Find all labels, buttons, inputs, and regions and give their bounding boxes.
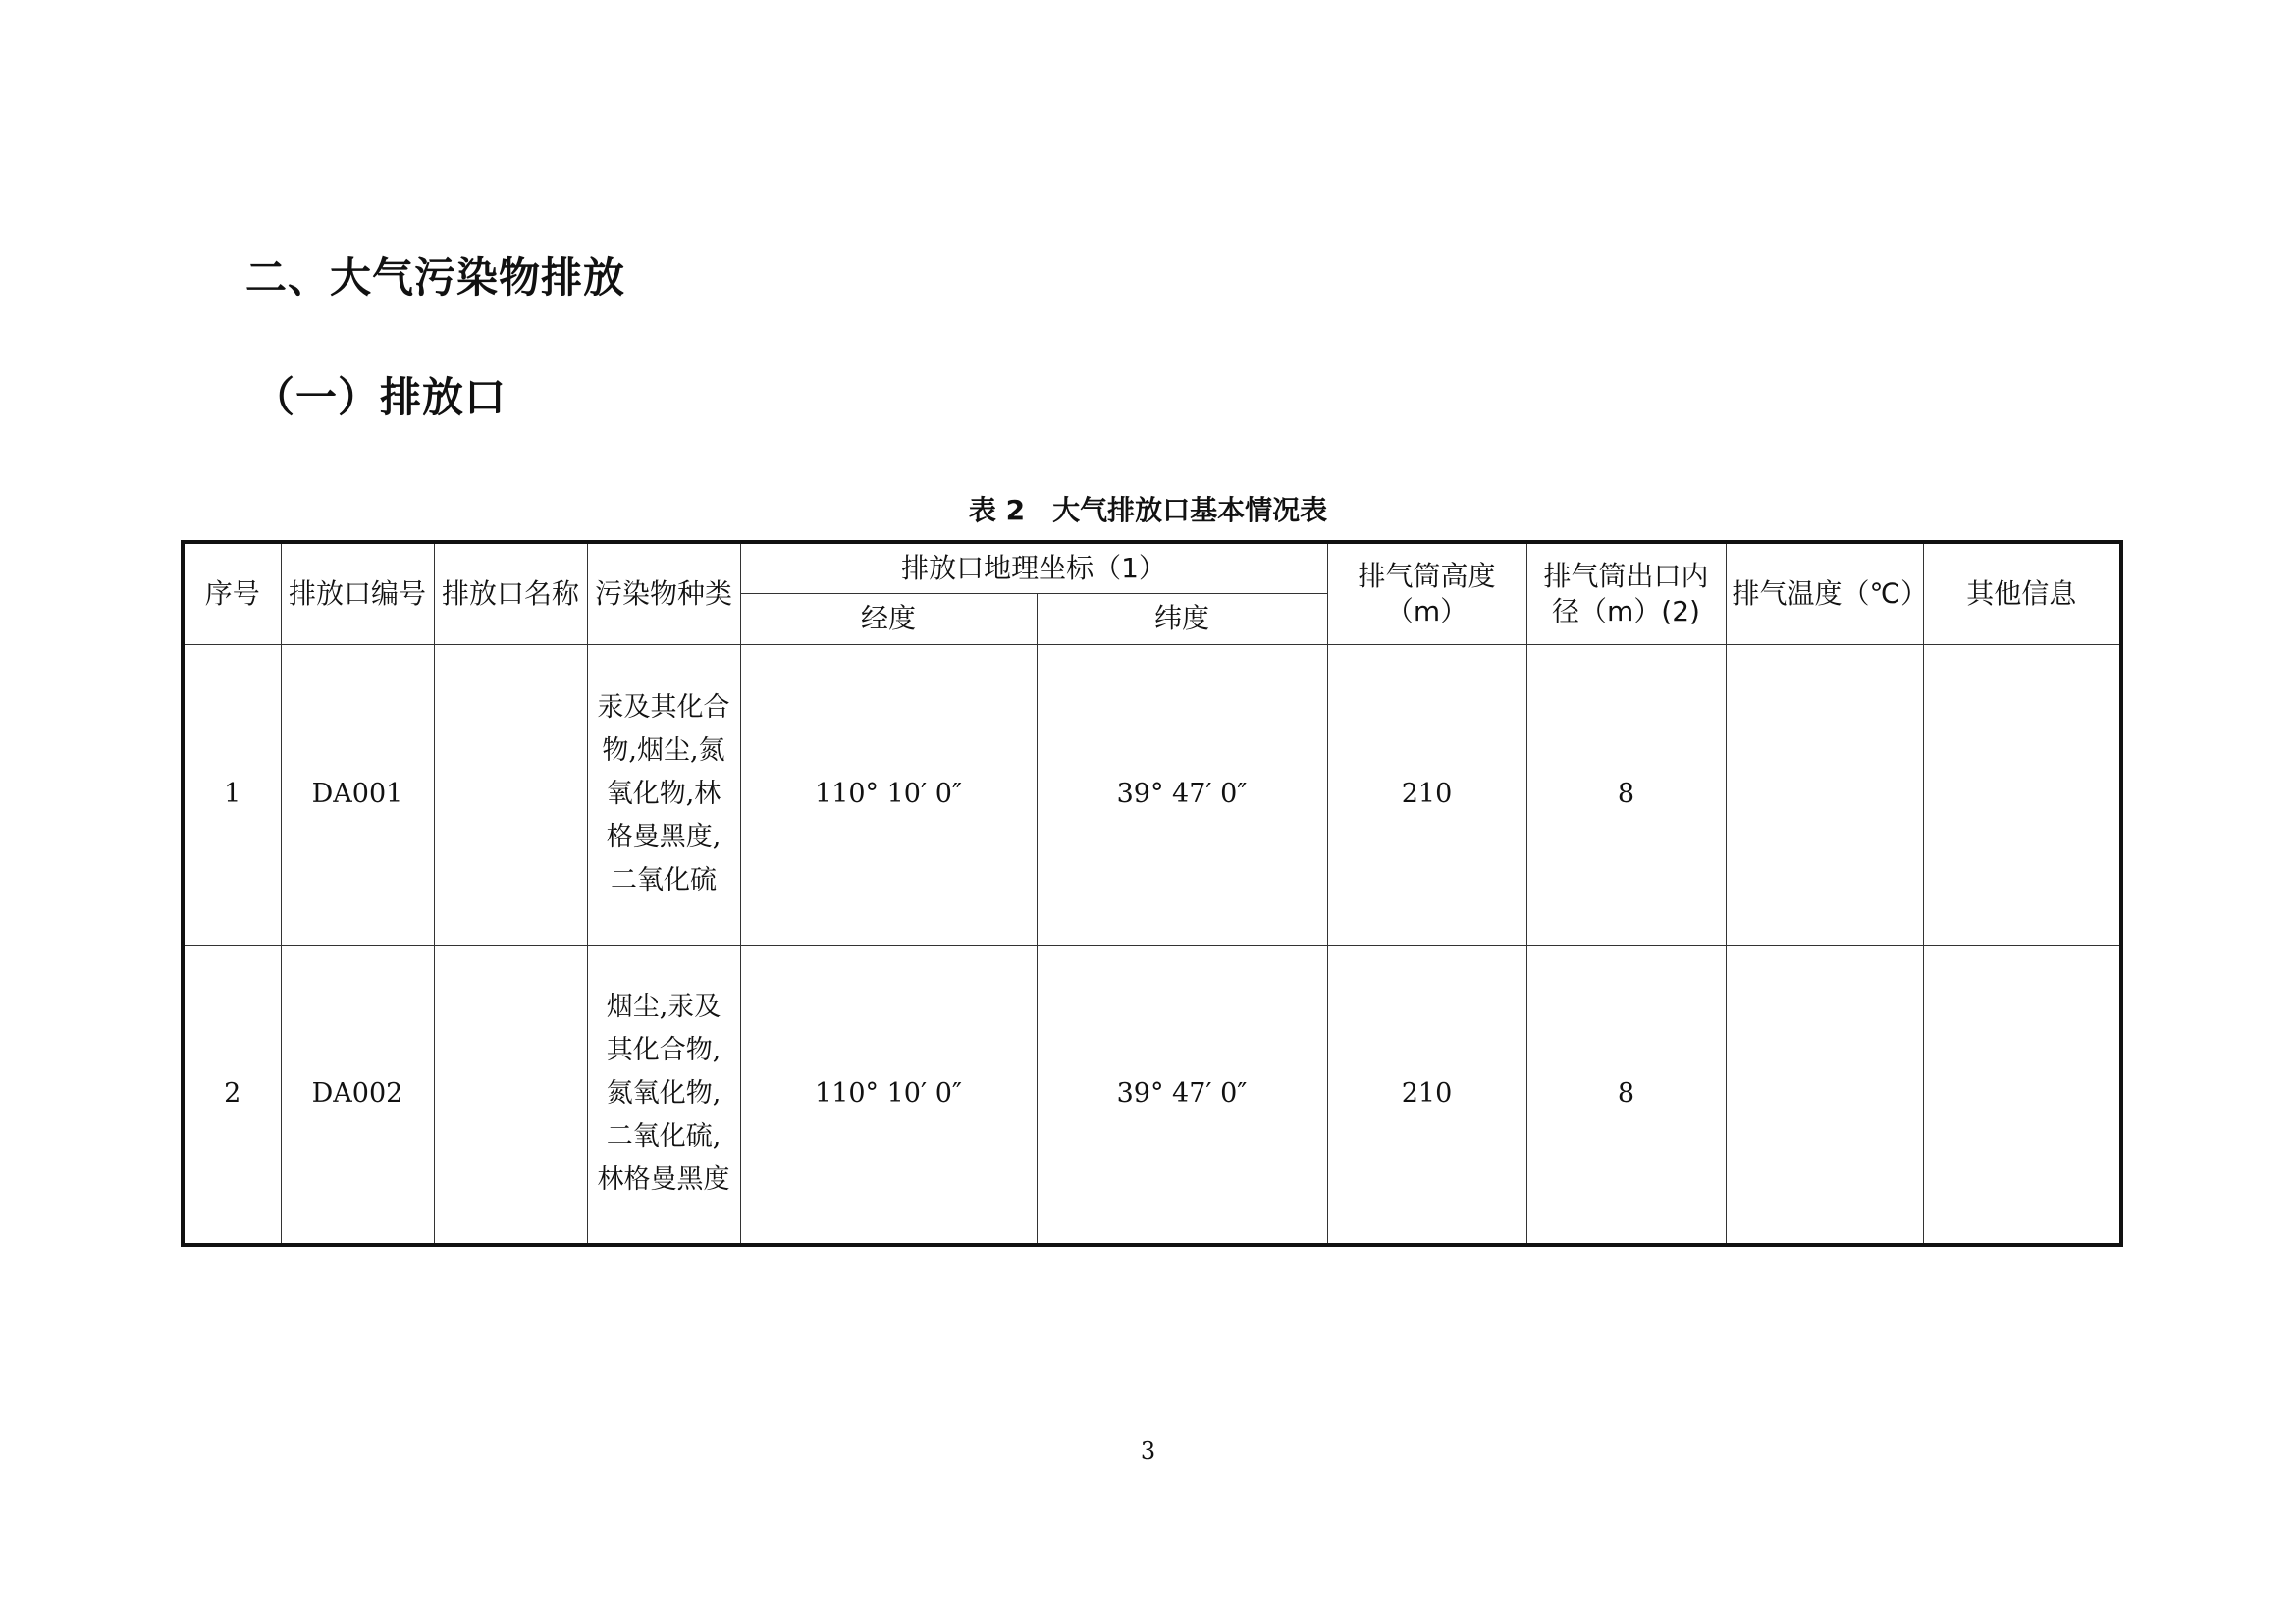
header-coordinates: 排放口地理坐标（1） — [740, 542, 1327, 593]
cell-outlet-name — [434, 644, 587, 945]
cell-seq: 1 — [183, 644, 281, 945]
table-row — [183, 945, 2121, 1245]
header-stack-height: 排气筒高度（m） — [1327, 542, 1526, 644]
cell-stack-height: 210 — [1327, 945, 1526, 1245]
cell-seq: 2 — [183, 945, 281, 1245]
cell-exhaust-temp — [1726, 945, 1923, 1245]
header-outlet-diameter: 排气筒出口内径（m）(2) — [1526, 542, 1726, 644]
header-latitude: 纬度 — [1037, 593, 1327, 644]
cell-exhaust-temp — [1726, 644, 1923, 945]
header-exhaust-temp: 排气温度（℃） — [1726, 542, 1923, 644]
header-pollutant-types: 污染物种类 — [587, 542, 740, 644]
outlet-table — [181, 540, 2123, 1247]
cell-outlet-diameter: 8 — [1526, 945, 1726, 1245]
table-caption — [0, 489, 2296, 528]
table-caption-number: 表 2 — [968, 494, 1026, 526]
cell-outlet-code: DA001 — [281, 644, 434, 945]
subsection-title: （一）排放口 — [253, 373, 507, 421]
cell-outlet-diameter: 8 — [1526, 644, 1726, 945]
table-caption-title: 大气排放口基本情况表 — [1052, 494, 1328, 526]
table-row — [183, 644, 2121, 945]
cell-stack-height: 210 — [1327, 644, 1526, 945]
header-seq: 序号 — [183, 542, 281, 644]
cell-latitude: 39° 47′ 0″ — [1037, 644, 1327, 945]
cell-other-info — [1923, 644, 2121, 945]
cell-pollutant-types: 汞及其化合物,烟尘,氮氧化物,林格曼黑度,二氧化硫 — [587, 644, 740, 945]
header-outlet-code: 排放口编号 — [281, 542, 434, 644]
cell-latitude: 39° 47′ 0″ — [1037, 945, 1327, 1245]
cell-other-info — [1923, 945, 2121, 1245]
cell-outlet-name — [434, 945, 587, 1245]
cell-longitude: 110° 10′ 0″ — [740, 945, 1037, 1245]
header-other-info: 其他信息 — [1923, 542, 2121, 644]
cell-longitude: 110° 10′ 0″ — [740, 644, 1037, 945]
header-outlet-name: 排放口名称 — [434, 542, 587, 644]
section-title: 二、大气污染物排放 — [245, 253, 626, 301]
page-number: 3 — [1140, 1437, 1156, 1465]
cell-pollutant-types: 烟尘,汞及其化合物,氮氧化物,二氧化硫,林格曼黑度 — [587, 945, 740, 1245]
header-longitude: 经度 — [740, 593, 1037, 644]
cell-outlet-code: DA002 — [281, 945, 434, 1245]
